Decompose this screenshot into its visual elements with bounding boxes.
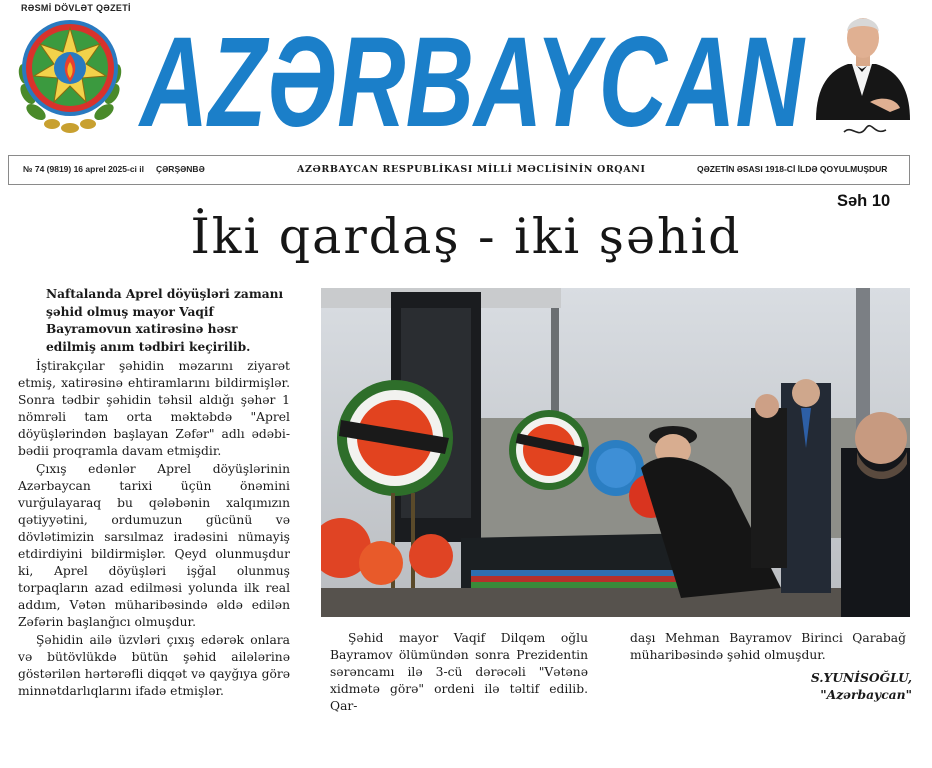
article-paragraph: Şəhidin ailə üzvləri çıxış edərək onlara və bütövlükdə bütün şəhid ailələrinə göstərilən hərtərəfli diqqət və qayğıya görə minnətdarlıqlarını ifadə etmişlər. — [18, 632, 290, 698]
svg-text:AZƏRBAYCAN: AZƏRBAYCAN — [138, 14, 806, 142]
issue-info — [23, 164, 205, 174]
article-body — [18, 358, 290, 700]
article-headline: İki qardaş - iki şəhid — [190, 208, 742, 265]
byline-paper: "Azərbaycan" — [820, 686, 912, 702]
organ-label: AZƏRBAYCAN RESPUBLİKASI MİLLİ MƏCLİSİNİN ORQANI — [297, 164, 646, 175]
article-lead: Naftalanda Aprel döyüşləri zamanı şəhid olmuş mayor Vaqif Bayramovun xatirəsinə həsr edilmiş anım tədbiri keçirilib. — [46, 287, 284, 354]
issue-weekday: ÇƏRŞƏNBƏ — [156, 164, 205, 174]
memorial-photo — [321, 288, 910, 617]
founded-label: QƏZETİN ƏSASI 1918-Cİ İLDƏ QOYULMUŞDUR — [697, 164, 888, 174]
official-newspaper-label: RƏSMİ DÖVLƏT QƏZETİ — [21, 3, 131, 13]
masthead-title — [138, 14, 806, 142]
state-emblem-icon — [14, 14, 126, 138]
page-number: Səh 10 — [837, 192, 891, 210]
leader-portrait — [810, 0, 914, 146]
issue-info-bar — [8, 155, 910, 185]
issue-number-date: № 74 (9819) 16 aprel 2025-ci il — [23, 164, 144, 174]
photo-caption-part2: daşı Mehman Bayramov Birinci Qarabağ müharibəsində şəhid olmuşdur. — [630, 631, 906, 663]
article-paragraph: İştirakçılar şəhidin məzarını ziyarət etmiş, xatirəsinə ehtiramlarını bildirmişlər. Sonra tədbir şəhidin təhsil aldığı şəhər 1 nömrəli tam orta məktəbdə "Aprel döyüşlərindən başlayan Zəfər" adlı ədəbi-bədii proqramla davam etmişdir. — [18, 359, 290, 459]
photo-caption-text: Şəhid mayor Vaqif Dilqəm oğlu Bayramov ölümündən sonra Prezidentin sərəncamı ilə 3-cü dərəcəli "Vətənə xidmətə görə" ordeni ilə təltif edilib. Qar- — [330, 631, 588, 714]
article-byline — [720, 670, 912, 703]
photo-caption-part1 — [330, 630, 588, 715]
article-paragraph: Çıxış edənlər Aprel döyüşlərinin Azərbaycan tarixi üçün önəmini vurğulayaraq bu qələbənin xalqımızın qətiyyətini, ordumuzun gücünü və dövlətimizin sarsılmaz iradəsini nümayiş etdirdiyini bildirmişlər. Qeyd olunmuşdur ki, Aprel döyüşləri işğal olunmuş torpaqların azad edilməsi yolunda ilk real addım, Vətən müharibəsində əldə edilən Zəfərin başlanğıcı olmuşdur. — [18, 461, 290, 630]
byline-author: S.YUNİSOĞLU, — [810, 670, 912, 685]
